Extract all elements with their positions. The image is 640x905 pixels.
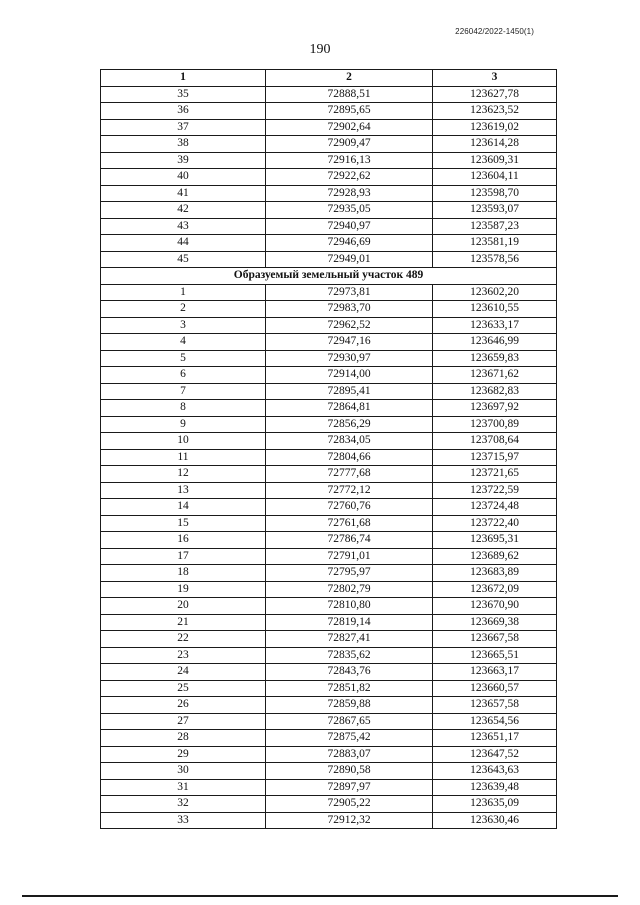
table-row bbox=[101, 515, 557, 532]
table-row bbox=[101, 449, 557, 466]
table-row bbox=[101, 169, 557, 186]
coordinates-table bbox=[100, 69, 557, 829]
table-body-continued bbox=[101, 86, 557, 268]
table-row bbox=[101, 218, 557, 235]
x-coordinate-cell: 72791,01 bbox=[266, 548, 433, 565]
x-coordinate-cell: 72909,47 bbox=[266, 136, 433, 153]
y-coordinate-cell: 123695,31 bbox=[433, 532, 557, 549]
table-row bbox=[101, 614, 557, 631]
point-number-cell: 42 bbox=[101, 202, 266, 219]
table-row bbox=[101, 235, 557, 252]
x-coordinate-cell: 72827,41 bbox=[266, 631, 433, 648]
x-coordinate-cell: 72795,97 bbox=[266, 565, 433, 582]
table-row bbox=[101, 647, 557, 664]
point-number-cell: 30 bbox=[101, 763, 266, 780]
table-row bbox=[101, 136, 557, 153]
header-col-1: 1 bbox=[101, 70, 266, 87]
x-coordinate-cell: 72905,22 bbox=[266, 796, 433, 813]
x-coordinate-cell: 72983,70 bbox=[266, 301, 433, 318]
point-number-cell: 24 bbox=[101, 664, 266, 681]
x-coordinate-cell: 72922,62 bbox=[266, 169, 433, 186]
x-coordinate-cell: 72777,68 bbox=[266, 466, 433, 483]
x-coordinate-cell: 72772,12 bbox=[266, 482, 433, 499]
x-coordinate-cell: 72804,66 bbox=[266, 449, 433, 466]
point-number-cell: 31 bbox=[101, 779, 266, 796]
x-coordinate-cell: 72928,93 bbox=[266, 185, 433, 202]
table-row bbox=[101, 763, 557, 780]
y-coordinate-cell: 123683,89 bbox=[433, 565, 557, 582]
y-coordinate-cell: 123587,23 bbox=[433, 218, 557, 235]
y-coordinate-cell: 123669,38 bbox=[433, 614, 557, 631]
y-coordinate-cell: 123715,97 bbox=[433, 449, 557, 466]
table-row bbox=[101, 251, 557, 268]
y-coordinate-cell: 123604,11 bbox=[433, 169, 557, 186]
point-number-cell: 15 bbox=[101, 515, 266, 532]
point-number-cell: 33 bbox=[101, 812, 266, 829]
table-row bbox=[101, 697, 557, 714]
x-coordinate-cell: 72897,97 bbox=[266, 779, 433, 796]
x-coordinate-cell: 72946,69 bbox=[266, 235, 433, 252]
table-row bbox=[101, 119, 557, 136]
table-row bbox=[101, 779, 557, 796]
y-coordinate-cell: 123722,59 bbox=[433, 482, 557, 499]
table-row bbox=[101, 185, 557, 202]
point-number-cell: 23 bbox=[101, 647, 266, 664]
point-number-cell: 40 bbox=[101, 169, 266, 186]
x-coordinate-cell: 72890,58 bbox=[266, 763, 433, 780]
y-coordinate-cell: 123593,07 bbox=[433, 202, 557, 219]
x-coordinate-cell: 72947,16 bbox=[266, 334, 433, 351]
table-row bbox=[101, 581, 557, 598]
y-coordinate-cell: 123623,52 bbox=[433, 103, 557, 120]
y-coordinate-cell: 123633,17 bbox=[433, 317, 557, 334]
point-number-cell: 3 bbox=[101, 317, 266, 334]
table-body-parcel bbox=[101, 284, 557, 829]
x-coordinate-cell: 72867,65 bbox=[266, 713, 433, 730]
x-coordinate-cell: 72843,76 bbox=[266, 664, 433, 681]
point-number-cell: 20 bbox=[101, 598, 266, 615]
x-coordinate-cell: 72888,51 bbox=[266, 86, 433, 103]
point-number-cell: 1 bbox=[101, 284, 266, 301]
point-number-cell: 17 bbox=[101, 548, 266, 565]
y-coordinate-cell: 123614,28 bbox=[433, 136, 557, 153]
y-coordinate-cell: 123665,51 bbox=[433, 647, 557, 664]
table-row bbox=[101, 416, 557, 433]
point-number-cell: 19 bbox=[101, 581, 266, 598]
table-row bbox=[101, 812, 557, 829]
point-number-cell: 6 bbox=[101, 367, 266, 384]
point-number-cell: 13 bbox=[101, 482, 266, 499]
point-number-cell: 43 bbox=[101, 218, 266, 235]
table-row bbox=[101, 796, 557, 813]
table-row bbox=[101, 499, 557, 516]
y-coordinate-cell: 123672,09 bbox=[433, 581, 557, 598]
table-row bbox=[101, 532, 557, 549]
y-coordinate-cell: 123609,31 bbox=[433, 152, 557, 169]
point-number-cell: 45 bbox=[101, 251, 266, 268]
table-row bbox=[101, 301, 557, 318]
x-coordinate-cell: 72914,00 bbox=[266, 367, 433, 384]
table-row bbox=[101, 598, 557, 615]
table-row bbox=[101, 367, 557, 384]
table-row bbox=[101, 713, 557, 730]
table-row bbox=[101, 433, 557, 450]
point-number-cell: 41 bbox=[101, 185, 266, 202]
point-number-cell: 26 bbox=[101, 697, 266, 714]
x-coordinate-cell: 72883,07 bbox=[266, 746, 433, 763]
x-coordinate-cell: 72760,76 bbox=[266, 499, 433, 516]
point-number-cell: 2 bbox=[101, 301, 266, 318]
x-coordinate-cell: 72895,65 bbox=[266, 103, 433, 120]
y-coordinate-cell: 123722,40 bbox=[433, 515, 557, 532]
x-coordinate-cell: 72875,42 bbox=[266, 730, 433, 747]
point-number-cell: 4 bbox=[101, 334, 266, 351]
x-coordinate-cell: 72856,29 bbox=[266, 416, 433, 433]
x-coordinate-cell: 72949,01 bbox=[266, 251, 433, 268]
x-coordinate-cell: 72902,64 bbox=[266, 119, 433, 136]
y-coordinate-cell: 123697,92 bbox=[433, 400, 557, 417]
point-number-cell: 39 bbox=[101, 152, 266, 169]
table-row bbox=[101, 103, 557, 120]
table-row bbox=[101, 482, 557, 499]
table-row bbox=[101, 680, 557, 697]
x-coordinate-cell: 72930,97 bbox=[266, 350, 433, 367]
section-title: Образуемый земельный участок 489 bbox=[101, 268, 557, 285]
y-coordinate-cell: 123643,63 bbox=[433, 763, 557, 780]
y-coordinate-cell: 123670,90 bbox=[433, 598, 557, 615]
y-coordinate-cell: 123659,83 bbox=[433, 350, 557, 367]
y-coordinate-cell: 123635,09 bbox=[433, 796, 557, 813]
table-row bbox=[101, 317, 557, 334]
point-number-cell: 18 bbox=[101, 565, 266, 582]
point-number-cell: 38 bbox=[101, 136, 266, 153]
point-number-cell: 16 bbox=[101, 532, 266, 549]
x-coordinate-cell: 72786,74 bbox=[266, 532, 433, 549]
table-header-row bbox=[101, 70, 557, 87]
y-coordinate-cell: 123671,62 bbox=[433, 367, 557, 384]
y-coordinate-cell: 123602,20 bbox=[433, 284, 557, 301]
table-row bbox=[101, 746, 557, 763]
point-number-cell: 25 bbox=[101, 680, 266, 697]
y-coordinate-cell: 123598,70 bbox=[433, 185, 557, 202]
x-coordinate-cell: 72973,81 bbox=[266, 284, 433, 301]
point-number-cell: 27 bbox=[101, 713, 266, 730]
y-coordinate-cell: 123660,57 bbox=[433, 680, 557, 697]
table-row bbox=[101, 284, 557, 301]
y-coordinate-cell: 123619,02 bbox=[433, 119, 557, 136]
y-coordinate-cell: 123700,89 bbox=[433, 416, 557, 433]
point-number-cell: 37 bbox=[101, 119, 266, 136]
table-row bbox=[101, 631, 557, 648]
footer-divider bbox=[22, 895, 618, 897]
header-col-3: 3 bbox=[433, 70, 557, 87]
table-row bbox=[101, 383, 557, 400]
table-row bbox=[101, 400, 557, 417]
x-coordinate-cell: 72835,62 bbox=[266, 647, 433, 664]
y-coordinate-cell: 123651,17 bbox=[433, 730, 557, 747]
x-coordinate-cell: 72819,14 bbox=[266, 614, 433, 631]
x-coordinate-cell: 72761,68 bbox=[266, 515, 433, 532]
x-coordinate-cell: 72859,88 bbox=[266, 697, 433, 714]
x-coordinate-cell: 72935,05 bbox=[266, 202, 433, 219]
y-coordinate-cell: 123627,78 bbox=[433, 86, 557, 103]
point-number-cell: 22 bbox=[101, 631, 266, 648]
y-coordinate-cell: 123581,19 bbox=[433, 235, 557, 252]
y-coordinate-cell: 123657,58 bbox=[433, 697, 557, 714]
point-number-cell: 7 bbox=[101, 383, 266, 400]
y-coordinate-cell: 123654,56 bbox=[433, 713, 557, 730]
point-number-cell: 5 bbox=[101, 350, 266, 367]
point-number-cell: 21 bbox=[101, 614, 266, 631]
y-coordinate-cell: 123578,56 bbox=[433, 251, 557, 268]
page-number: 190 bbox=[309, 42, 331, 57]
point-number-cell: 44 bbox=[101, 235, 266, 252]
point-number-cell: 12 bbox=[101, 466, 266, 483]
y-coordinate-cell: 123610,55 bbox=[433, 301, 557, 318]
x-coordinate-cell: 72834,05 bbox=[266, 433, 433, 450]
point-number-cell: 10 bbox=[101, 433, 266, 450]
y-coordinate-cell: 123639,48 bbox=[433, 779, 557, 796]
table-row bbox=[101, 466, 557, 483]
y-coordinate-cell: 123689,62 bbox=[433, 548, 557, 565]
document-id: 226042/2022-1450(1) bbox=[455, 27, 534, 36]
x-coordinate-cell: 72851,82 bbox=[266, 680, 433, 697]
x-coordinate-cell: 72916,13 bbox=[266, 152, 433, 169]
y-coordinate-cell: 123682,83 bbox=[433, 383, 557, 400]
x-coordinate-cell: 72912,32 bbox=[266, 812, 433, 829]
y-coordinate-cell: 123667,58 bbox=[433, 631, 557, 648]
table-row bbox=[101, 152, 557, 169]
point-number-cell: 36 bbox=[101, 103, 266, 120]
y-coordinate-cell: 123708,64 bbox=[433, 433, 557, 450]
point-number-cell: 11 bbox=[101, 449, 266, 466]
x-coordinate-cell: 72802,79 bbox=[266, 581, 433, 598]
x-coordinate-cell: 72864,81 bbox=[266, 400, 433, 417]
point-number-cell: 9 bbox=[101, 416, 266, 433]
table-row bbox=[101, 730, 557, 747]
table-row bbox=[101, 334, 557, 351]
x-coordinate-cell: 72940,97 bbox=[266, 218, 433, 235]
y-coordinate-cell: 123630,46 bbox=[433, 812, 557, 829]
x-coordinate-cell: 72810,80 bbox=[266, 598, 433, 615]
y-coordinate-cell: 123647,52 bbox=[433, 746, 557, 763]
point-number-cell: 28 bbox=[101, 730, 266, 747]
point-number-cell: 32 bbox=[101, 796, 266, 813]
header-col-2: 2 bbox=[266, 70, 433, 87]
point-number-cell: 8 bbox=[101, 400, 266, 417]
point-number-cell: 14 bbox=[101, 499, 266, 516]
table-section-header bbox=[101, 268, 557, 285]
table-row bbox=[101, 202, 557, 219]
section-title-row bbox=[101, 268, 557, 285]
x-coordinate-cell: 72895,41 bbox=[266, 383, 433, 400]
table-row bbox=[101, 565, 557, 582]
table-row bbox=[101, 548, 557, 565]
table-row bbox=[101, 86, 557, 103]
y-coordinate-cell: 123646,99 bbox=[433, 334, 557, 351]
point-number-cell: 35 bbox=[101, 86, 266, 103]
table-row bbox=[101, 350, 557, 367]
y-coordinate-cell: 123721,65 bbox=[433, 466, 557, 483]
x-coordinate-cell: 72962,52 bbox=[266, 317, 433, 334]
y-coordinate-cell: 123724,48 bbox=[433, 499, 557, 516]
table-row bbox=[101, 664, 557, 681]
y-coordinate-cell: 123663,17 bbox=[433, 664, 557, 681]
point-number-cell: 29 bbox=[101, 746, 266, 763]
